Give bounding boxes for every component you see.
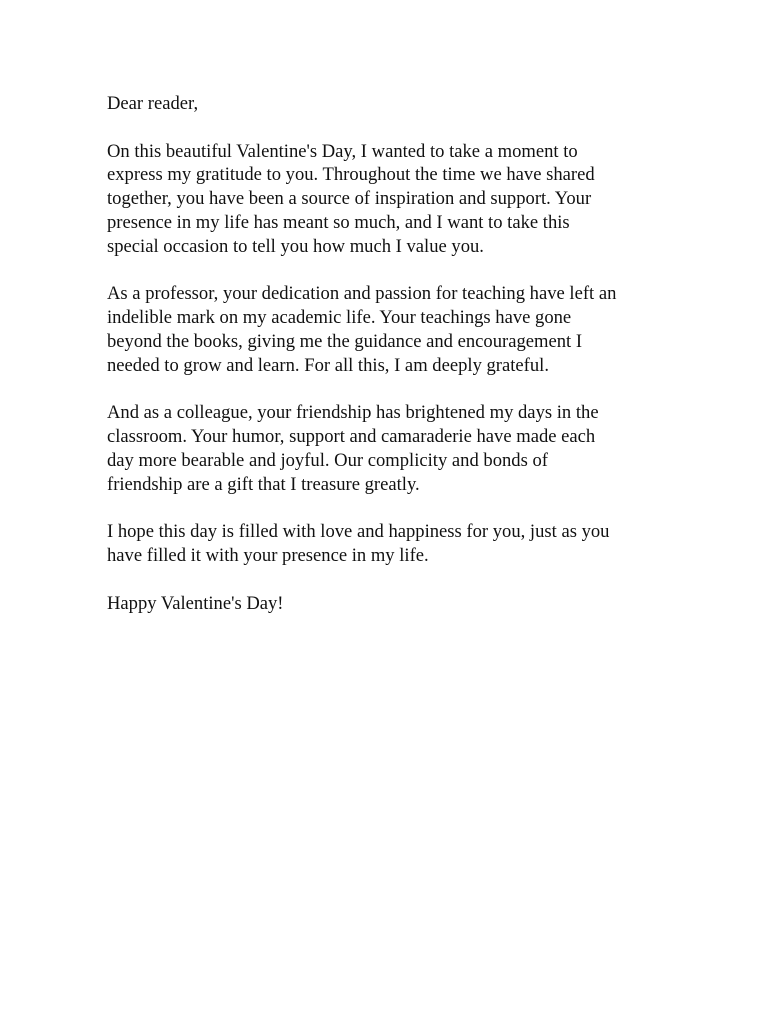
- paragraph-colleague: [107, 401, 663, 496]
- paragraph-line: On this beautiful Valentine's Day, I wanted to take a moment to: [107, 140, 578, 162]
- paragraph-wishes: [107, 520, 663, 568]
- paragraph-line: As a professor, your dedication and passion for teaching have left an: [107, 283, 617, 305]
- paragraph-line: together, you have been a source of inspiration and support. Your: [107, 188, 592, 210]
- paragraph-line: express my gratitude to you. Throughout the time we have shared: [107, 164, 595, 186]
- paragraph-line: friendship are a gift that I treasure greatly.: [107, 473, 420, 495]
- salutation: [107, 92, 663, 116]
- letter-body: [107, 92, 663, 639]
- paragraph-gratitude: [107, 140, 663, 259]
- paragraph-line: indelible mark on my academic life. Your teachings have gone: [107, 307, 572, 329]
- paragraph-line: day more bearable and joyful. Our complicity and bonds of: [107, 449, 548, 471]
- paragraph-line: And as a colleague, your friendship has brightened my days in the: [107, 402, 599, 424]
- paragraph-line: special occasion to tell you how much I value you.: [107, 235, 484, 257]
- paragraph-line: I hope this day is filled with love and happiness for you, just as you: [107, 521, 610, 543]
- paragraph-line: presence in my life has meant so much, and I want to take this: [107, 211, 570, 233]
- paragraph-line: have filled it with your presence in my life.: [107, 545, 429, 567]
- paragraph-line: needed to grow and learn. For all this, I am deeply grateful.: [107, 354, 549, 376]
- paragraph-professor: [107, 282, 663, 377]
- closing: [107, 592, 663, 616]
- salutation-text: Dear reader,: [107, 93, 199, 114]
- paragraph-line: classroom. Your humor, support and camaraderie have made each: [107, 426, 596, 448]
- paragraph-line: beyond the books, giving me the guidance and encouragement I: [107, 330, 583, 352]
- closing-text: Happy Valentine's Day!: [107, 592, 284, 614]
